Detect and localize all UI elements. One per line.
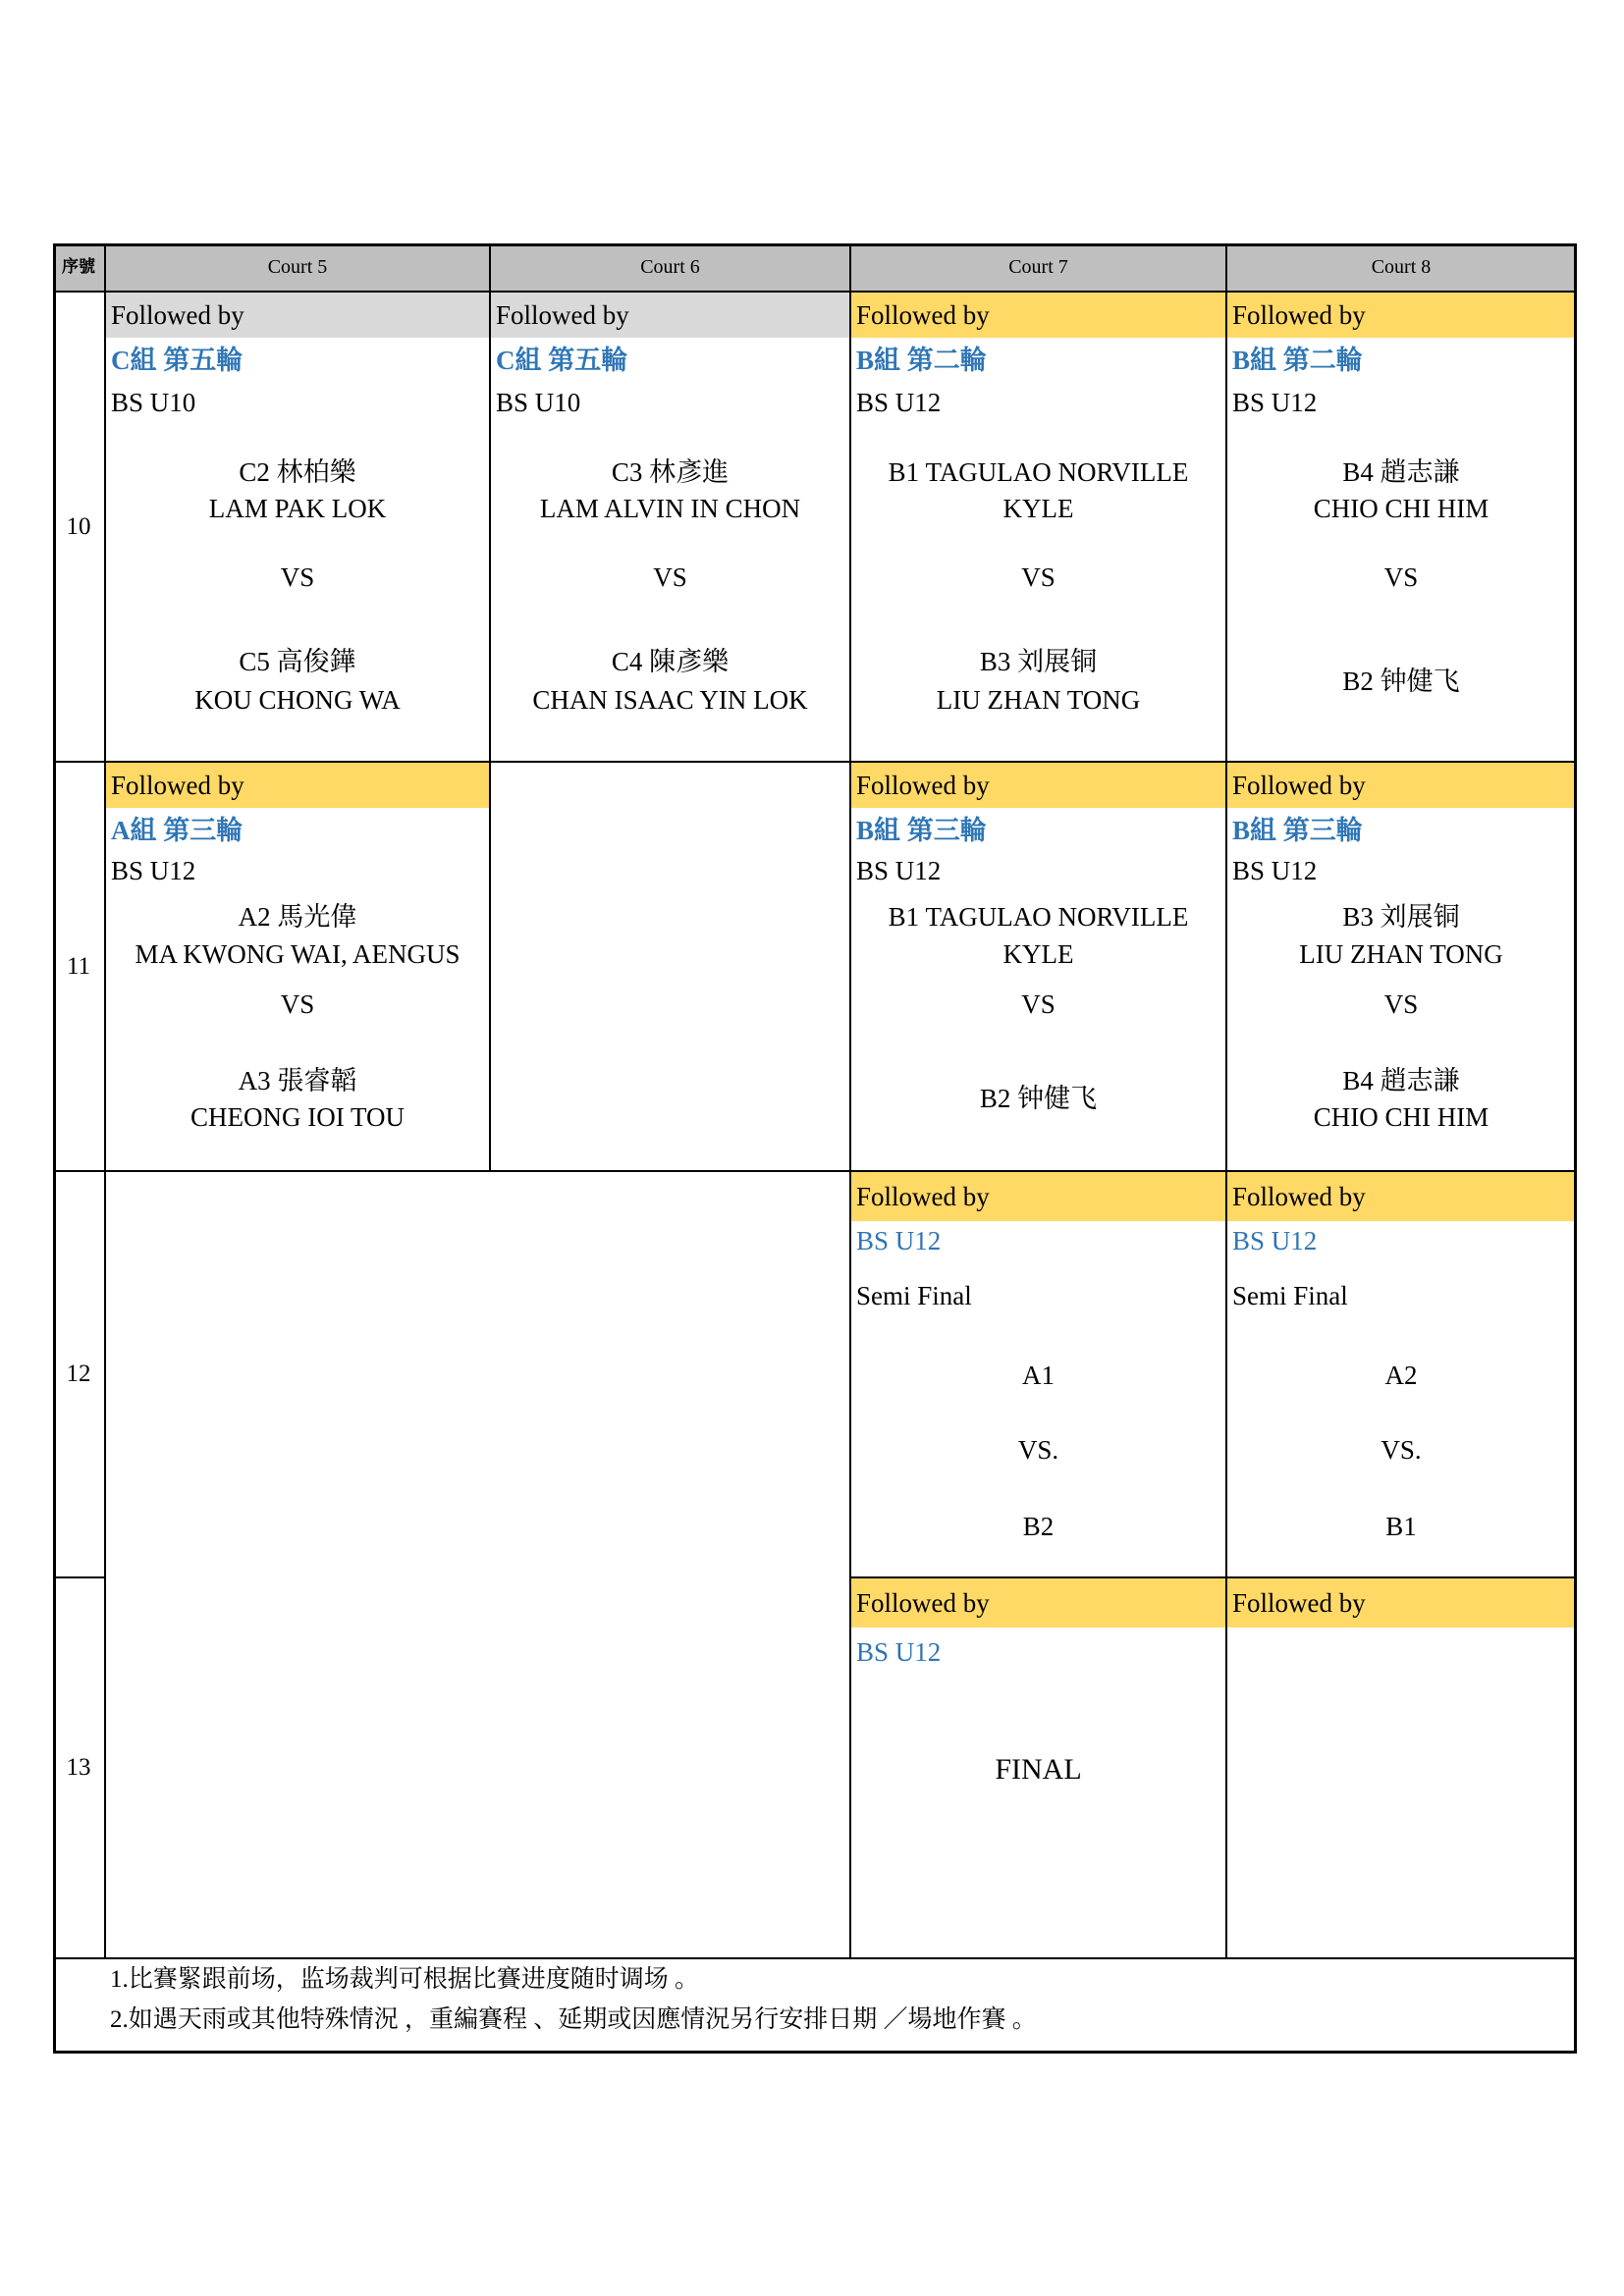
court-8-slot-13 — [1227, 1578, 1577, 1959]
header-court-6: Court 6 — [491, 243, 851, 293]
followed-by-label: Followed by — [106, 763, 489, 808]
category-label: BS U10 — [111, 388, 196, 417]
followed-by-label: Followed by — [1227, 1172, 1575, 1221]
player-1-seed-name: B1 TAGULAO NORVILLE — [888, 457, 1189, 487]
player-1-english-name: MA KWONG WAI, AENGUS — [135, 939, 460, 969]
player-1-english-name: KYLE — [1002, 939, 1074, 969]
header-court-8: Court 8 — [1227, 243, 1577, 293]
stage-label: Semi Final — [1232, 1281, 1348, 1310]
group-round-label: B組 第三輪 — [1232, 816, 1363, 845]
court-5-slot-10 — [106, 293, 491, 763]
court-7-slot-11 — [851, 763, 1227, 1172]
followed-by-label: Followed by — [1227, 293, 1575, 338]
followed-by-label: Followed by — [851, 763, 1225, 808]
group-round-label: B組 第二輪 — [856, 346, 987, 375]
followed-by-label: Followed by — [851, 293, 1225, 338]
court-8-slot-10 — [1227, 293, 1577, 763]
court-8-slot-11 — [1227, 763, 1577, 1172]
side-a-label: A2 — [1384, 1361, 1418, 1390]
header-court-5: Court 5 — [106, 243, 491, 293]
row-number-12: 12 — [53, 1172, 106, 1578]
row-number-13: 13 — [53, 1578, 106, 1959]
player-1-seed-name: B3 刘展铜 — [1342, 902, 1460, 932]
followed-by-label: Followed by — [851, 1578, 1225, 1628]
player-2-seed-name: B4 趙志謙 — [1342, 1066, 1460, 1095]
player-2-seed-name: C5 高俊鏵 — [239, 647, 356, 676]
player-2-seed-name: B2 钟健飞 — [979, 1084, 1098, 1113]
player-1-seed-name: A2 馬光偉 — [238, 902, 357, 932]
player-2-english-name: CHIO CHI HIM — [1313, 1102, 1489, 1132]
category-label: BS U10 — [496, 388, 581, 417]
header-court-7: Court 7 — [851, 243, 1227, 293]
player-2-seed-name: B2 钟健飞 — [1342, 667, 1460, 696]
player-1-english-name: LAM ALVIN IN CHON — [539, 494, 801, 523]
vs-label: VS — [1383, 989, 1419, 1019]
followed-by-label: Followed by — [106, 293, 489, 338]
courts-5-6-slot-12-13-empty — [106, 1172, 851, 1959]
court-6-slot-10 — [491, 293, 851, 763]
court-7-slot-12 — [851, 1172, 1227, 1578]
player-1-seed-name: B4 趙志謙 — [1342, 457, 1460, 487]
category-label: BS U12 — [856, 856, 942, 885]
category-label: BS U12 — [1232, 388, 1318, 417]
player-2-seed-name: C4 陳彥樂 — [611, 647, 730, 676]
side-b-label: B2 — [1022, 1512, 1055, 1541]
vs-label: VS — [1021, 562, 1056, 592]
player-2-english-name: CHAN ISAAC YIN LOK — [532, 685, 808, 715]
court-7-slot-13 — [851, 1578, 1227, 1959]
category-label: BS U12 — [856, 388, 942, 417]
group-round-label: A組 第三輪 — [111, 816, 244, 845]
followed-by-label: Followed by — [1227, 1578, 1575, 1628]
court-7-slot-10 — [851, 293, 1227, 763]
player-1-english-name: LAM PAK LOK — [208, 494, 387, 523]
note-2: 2.如遇天雨或其他特殊情況 ，重編賽程 、延期或因應情況另行安排日期 ／場地作賽 。 — [110, 2006, 1037, 2033]
vs-label: VS — [653, 562, 687, 592]
court-8-slot-12 — [1227, 1172, 1577, 1578]
group-round-label: B組 第二輪 — [1232, 346, 1363, 375]
vs-label: VS — [280, 989, 315, 1019]
player-2-english-name: CHEONG IOI TOU — [190, 1102, 405, 1132]
schedule-table — [53, 243, 1577, 2054]
row-number-10: 10 — [53, 293, 106, 763]
court-6-slot-11-empty — [491, 763, 851, 1172]
category-label: BS U12 — [856, 1226, 942, 1255]
side-b-label: B1 — [1385, 1512, 1417, 1541]
player-2-seed-name: A3 張睿韜 — [238, 1066, 357, 1095]
player-2-english-name: KOU CHONG WA — [194, 685, 401, 715]
followed-by-label: Followed by — [851, 1172, 1225, 1221]
player-1-english-name: KYLE — [1002, 494, 1074, 523]
note-1: 1.比賽緊跟前场，监场裁判可根据比賽进度随时调场 。 — [110, 1966, 700, 1993]
category-label: BS U12 — [856, 1637, 942, 1667]
followed-by-label: Followed by — [491, 293, 849, 338]
player-1-english-name: CHIO CHI HIM — [1313, 494, 1489, 523]
group-round-label: C組 第五輪 — [496, 346, 628, 375]
group-round-label: C組 第五輪 — [111, 346, 244, 375]
category-label: BS U12 — [1232, 1226, 1318, 1255]
header-no: 序號 — [53, 243, 106, 293]
player-1-english-name: LIU ZHAN TONG — [1299, 939, 1503, 969]
followed-by-label: Followed by — [1227, 763, 1575, 808]
notes — [53, 1959, 1577, 2054]
vs-label: VS. — [1380, 1435, 1422, 1465]
group-round-label: B組 第三輪 — [856, 816, 987, 845]
vs-label: VS — [1383, 562, 1419, 592]
player-1-seed-name: B1 TAGULAO NORVILLE — [888, 902, 1189, 932]
player-1-seed-name: C2 林柏樂 — [239, 457, 356, 487]
court-5-slot-11 — [106, 763, 491, 1172]
player-1-seed-name: C3 林彥進 — [611, 457, 730, 487]
vs-label: VS — [280, 562, 315, 592]
vs-label: VS. — [1017, 1435, 1059, 1465]
player-2-seed-name: B3 刘展铜 — [979, 647, 1098, 676]
row-number-11: 11 — [53, 763, 106, 1172]
stage-label: FINAL — [995, 1753, 1082, 1786]
player-2-english-name: LIU ZHAN TONG — [936, 685, 1141, 715]
side-a-label: A1 — [1022, 1361, 1055, 1390]
category-label: BS U12 — [1232, 856, 1318, 885]
category-label: BS U12 — [111, 856, 196, 885]
stage-label: Semi Final — [856, 1281, 972, 1310]
vs-label: VS — [1021, 989, 1056, 1019]
